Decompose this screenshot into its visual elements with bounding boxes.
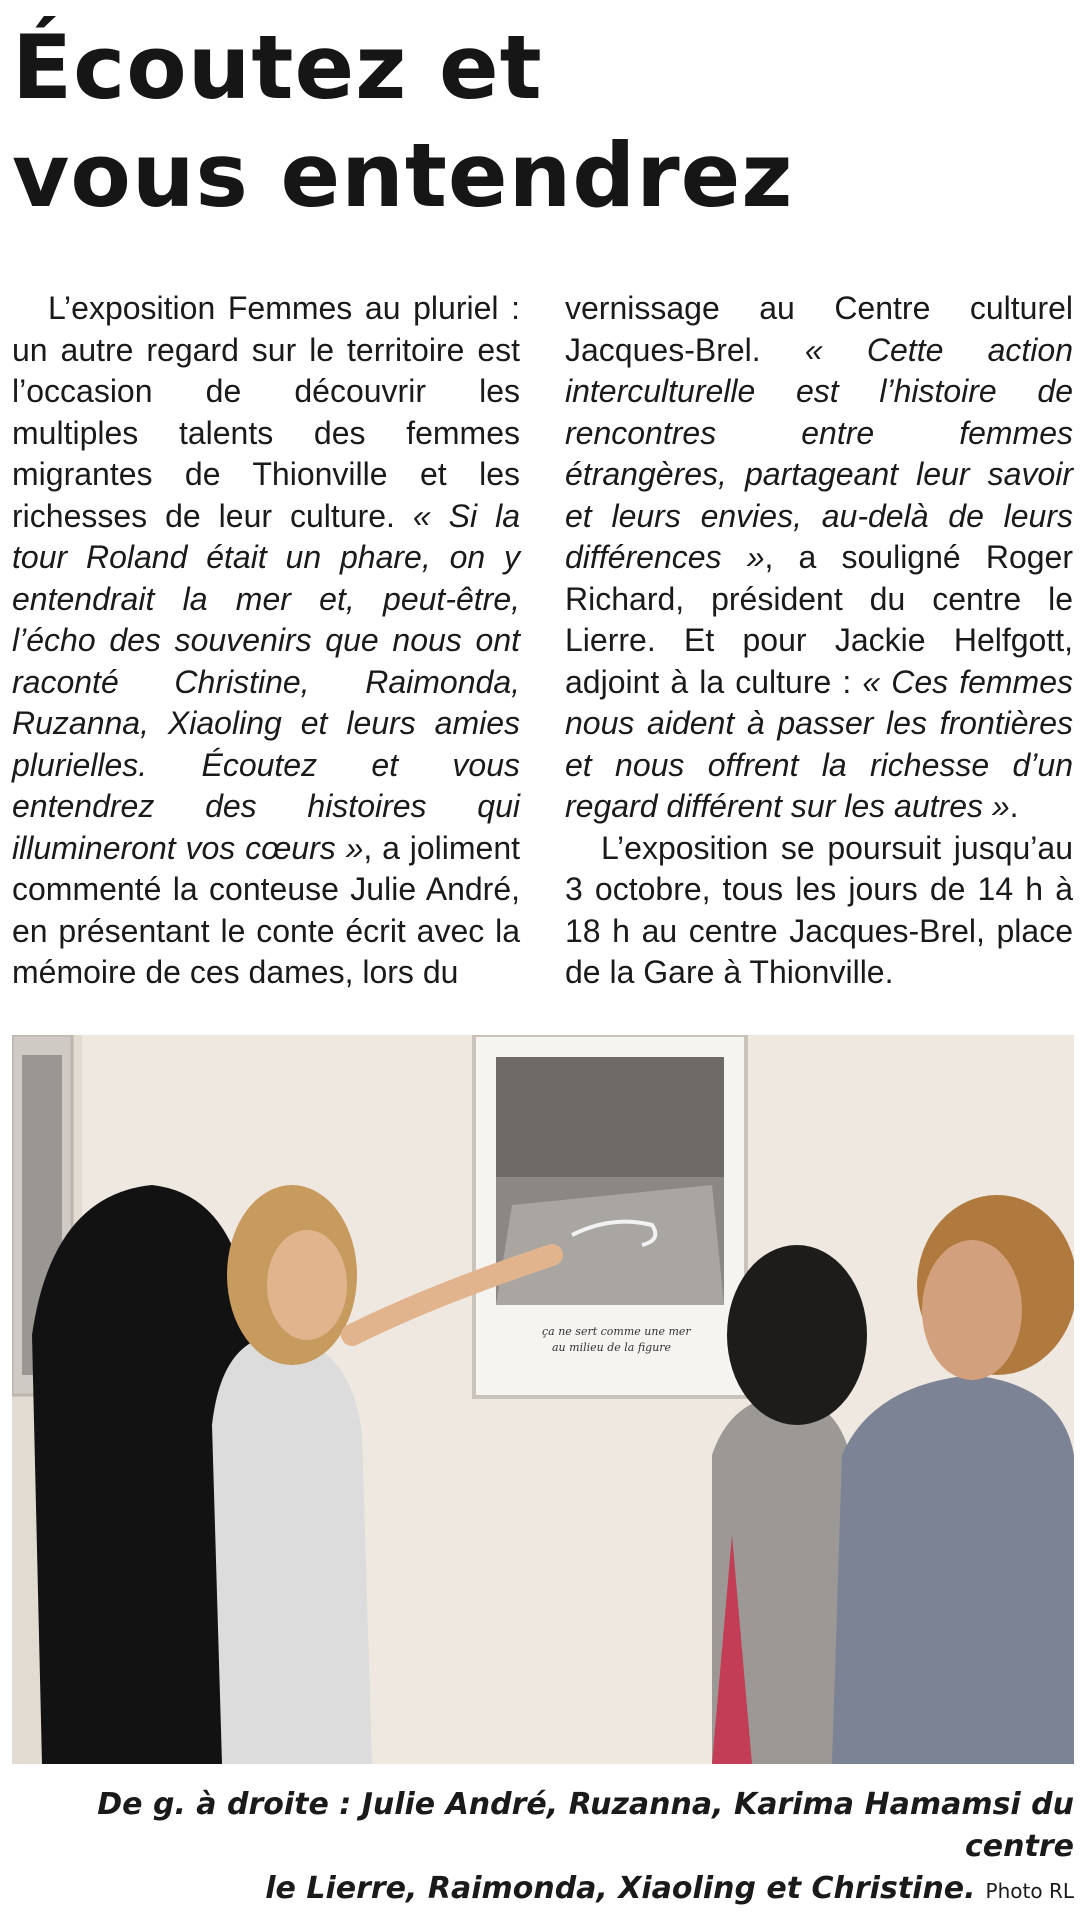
article-column-left bbox=[12, 288, 520, 994]
photo-credit: Photo RL bbox=[985, 1879, 1074, 1903]
quote-conteuse: « Si la tour Roland était un phare, on y entendrait la mer et, peut-être, l’écho des souvenirs que nous ont raconté Christine, Raimonda, Ruzanna, Xiaoling et leurs amies plurielles. Écoutez et vous entendrez des histoires qui illumineront vos cœurs » bbox=[12, 497, 521, 866]
paragraph-1-text-e: . bbox=[1009, 788, 1019, 824]
article-column-right bbox=[565, 288, 1073, 994]
paragraph-1-text-c: vernissage au Centre culturel Jacques-Brel. bbox=[565, 290, 1073, 368]
caption-line-1: De g. à droite : Julie André, Ruzanna, Karima Hamamsi du centre bbox=[97, 1787, 1074, 1864]
photo-caption bbox=[12, 1784, 1074, 1912]
quote-roger-richard: « Cette action interculturelle est l’histoire de rencontres entre femmes étrangères, partageant leur savoir et leurs envies, au-delà de leurs différences » bbox=[565, 331, 1074, 575]
paragraph-1-continued bbox=[565, 288, 1073, 828]
headline bbox=[12, 14, 1072, 230]
photo-illustration bbox=[12, 1035, 1074, 1764]
headline-line-1: Écoutez et bbox=[12, 16, 543, 119]
caption-line-2 bbox=[12, 1868, 1074, 1912]
caption-line-2-text: le Lierre, Raimonda, Xiaoling et Christine. bbox=[265, 1871, 976, 1906]
paragraph-1-text-a: L’exposition Femmes au pluriel : un autre regard sur le territoire est l’occasion de découvrir les multiples talents des femmes migrantes de Thionville et les richesses de leur culture. bbox=[12, 290, 520, 534]
exhibition-photo bbox=[12, 1035, 1074, 1764]
quote-jackie-helfgott: « Ces femmes nous aident à passer les frontières et nous offrent la richesse d’un regard différent sur les autres » bbox=[565, 663, 1074, 824]
woman-right bbox=[832, 1375, 1074, 1764]
headline-line-2: vous entendrez bbox=[12, 124, 794, 227]
paragraph-1 bbox=[12, 288, 520, 994]
paragraph-2: L’exposition se poursuit jusqu’au 3 octobre, tous les jours de 14 h à 18 h au centre Jacques-Brel, place de la Gare à Thionville. bbox=[565, 829, 1073, 990]
paragraph-1-text-d: , a souligné Roger Richard, président du centre le Lierre. Et pour Jackie Helfgott, adjoint à la culture : bbox=[565, 539, 1073, 700]
paragraph-1-text-b: , a joliment commenté la conteuse Julie André, en présentant le conte écrit avec la mémoire de ces dames, lors du bbox=[12, 829, 521, 990]
svg-text:ça ne sert comme une mer: ça ne sert comme une mer bbox=[542, 1325, 691, 1338]
svg-text:au milieu de la figure: au milieu de la figure bbox=[552, 1341, 672, 1354]
